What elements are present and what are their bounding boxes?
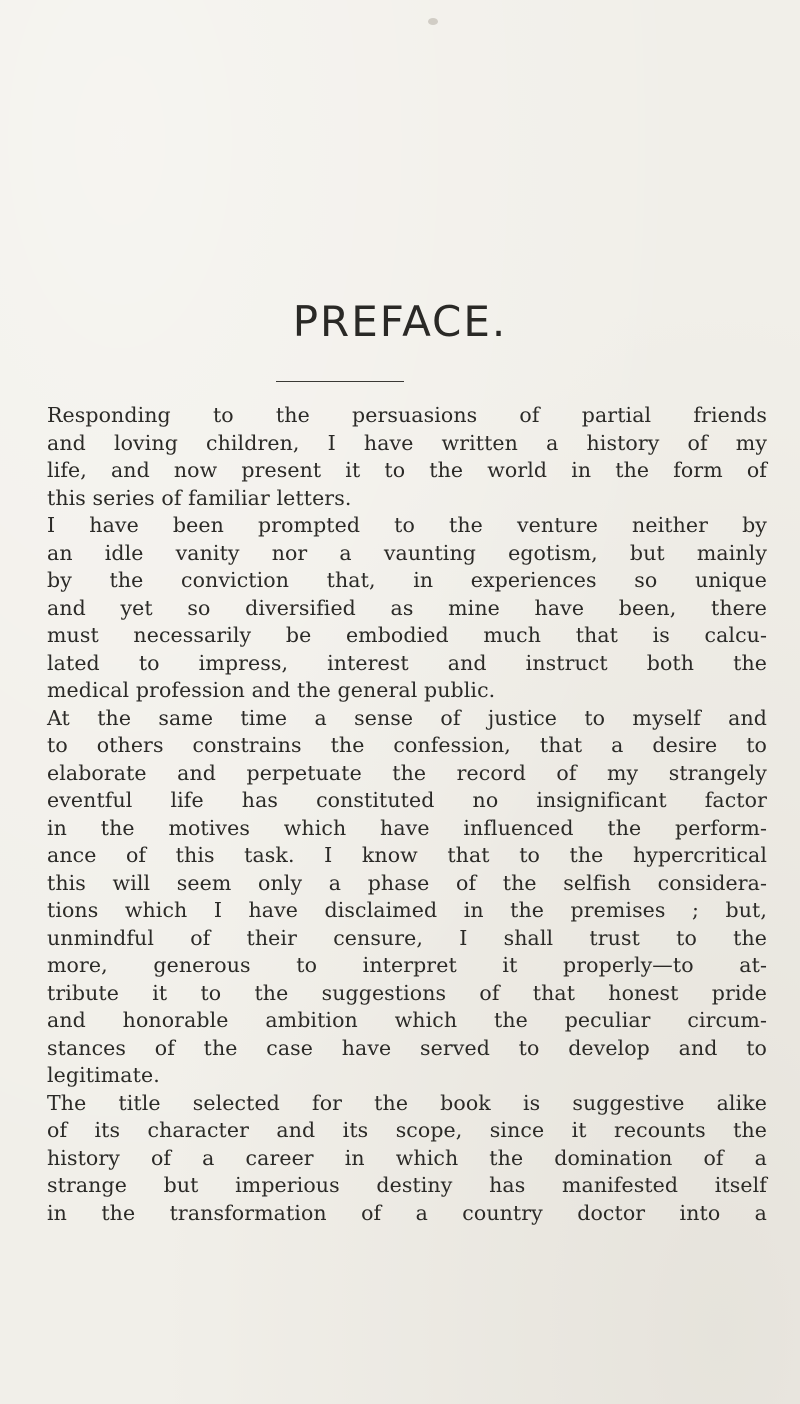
text-line: legitimate.: [47, 1063, 160, 1087]
text-line: unmindful of their censure, I shall trust to the: [47, 925, 767, 950]
text-line: an idle vanity nor a vaunting egotism, but mainly: [47, 540, 767, 565]
text-line: more, generous to interpret it properly—to at-: [47, 953, 767, 977]
page-title: PREFACE.: [292, 297, 508, 346]
text-line: stances of the case have served to develop and to: [47, 1035, 767, 1060]
text-line: elaborate and perpetuate the record of my strangely: [47, 760, 767, 785]
text-line: eventful life has constituted no insignificant factor: [47, 788, 767, 812]
text-line: lated to impress, interest and instruct both the: [47, 650, 767, 675]
title-divider: [276, 381, 404, 382]
text-line: ance of this task. I know that to the hypercritical: [47, 843, 767, 867]
text-line: by the conviction that, in experiences so unique: [47, 568, 767, 592]
text-line: Responding to the persuasions of partial friends: [47, 403, 767, 427]
text-line: history of a career in which the domination of a: [47, 1145, 767, 1170]
text-line: At the same time a sense of justice to myself and: [47, 705, 767, 730]
text-line: of its character and its scope, since it recounts the: [47, 1118, 767, 1142]
text-line: and loving children, I have written a history of my: [47, 430, 767, 455]
text-line: in the transformation of a country doctor into a: [47, 1200, 767, 1225]
text-line: tribute it to the suggestions of that honest pride: [47, 980, 767, 1005]
text-line: strange but imperious destiny has manifested itself: [47, 1173, 767, 1197]
text-line: this series of familiar letters.: [47, 485, 352, 510]
preface-body: [47, 402, 767, 1227]
text-line: in the motives which have influenced the perform-: [47, 815, 767, 840]
text-line: life, and now present it to the world in the form of: [47, 458, 767, 482]
text-line: must necessarily be embodied much that is calcu-: [47, 623, 767, 647]
text-line: tions which I have disclaimed in the premises ; but,: [47, 898, 767, 922]
text-line: and honorable ambition which the peculiar circum-: [47, 1008, 767, 1032]
text-line: medical profession and the general public.: [47, 678, 496, 702]
text-line: and yet so diversified as mine have been, there: [47, 595, 767, 620]
text-line: I have been prompted to the venture neither by: [47, 513, 767, 537]
paper-spot: [428, 18, 438, 25]
text-line: to others constrains the confession, that a desire to: [47, 733, 767, 757]
text-line: this will seem only a phase of the selfish considera-: [47, 870, 767, 895]
text-line: The title selected for the book is suggestive alike: [47, 1090, 767, 1115]
